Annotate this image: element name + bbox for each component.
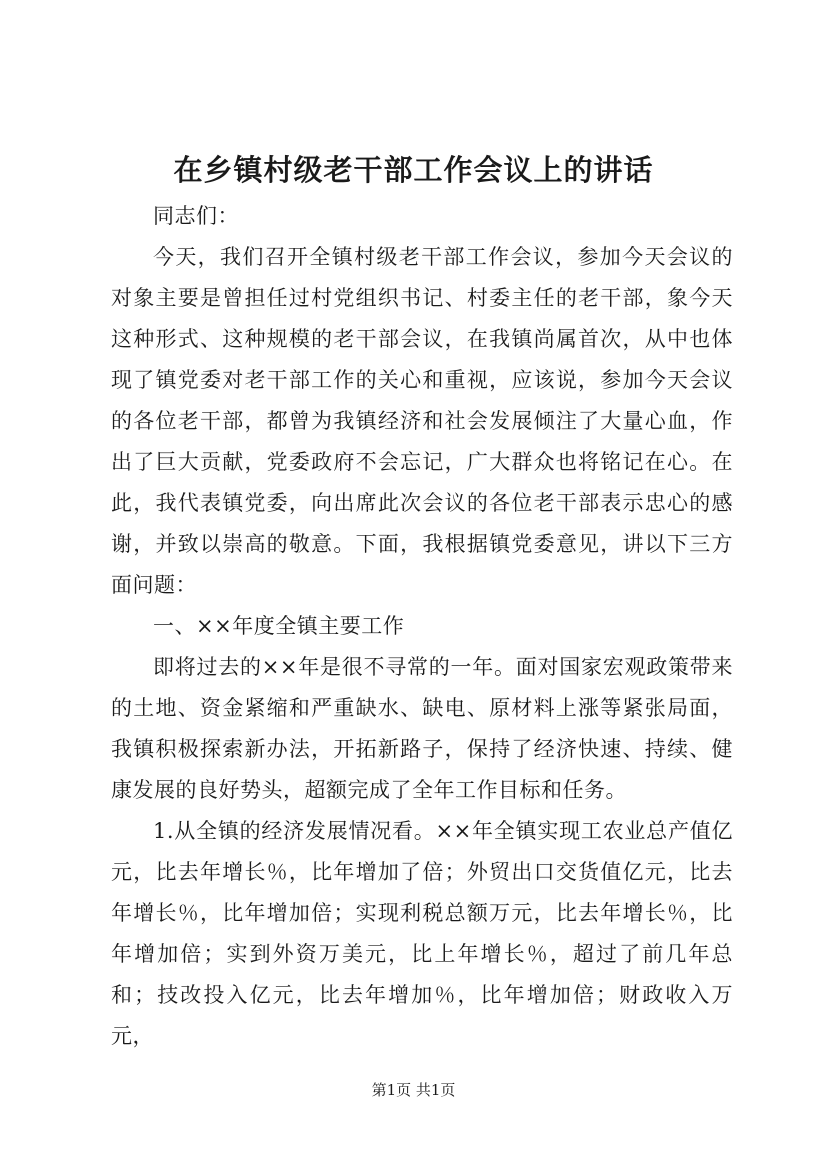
summary-paragraph: 即将过去的××年是很不寻常的一年。面对国家宏观政策带来的土地、资金紧缩和严重缺水、缺电、原材料上涨等紧张局面，我镇积极探索新办法，开拓新路子，保持了经济快速、持续、健康发展的良好势头，超额完成了全年工作目标和任务。 [111, 655, 733, 802]
intro-paragraph: 今天，我们召开全镇村级老干部工作会议，参加今天会议的对象主要是曾担任过村党组织书记、村委主任的老干部，象今天这种形式、这种规模的老干部会议，在我镇尚属首次，从中也体现了镇党委对老干部工作的关心和重视，应该说，参加今天会议的各位老干部，都曾为我镇经济和社会发展倾注了大量心血，作出了巨大贡献，党委政府不会忘记，广大群众也将铭记在心。在此，我代表镇党委，向出席此次会议的各位老干部表示忠心的感谢，并致以崇高的敬意。下面，我根据镇党委意见，讲以下三方面问题： [111, 245, 733, 597]
section-heading: 一、××年度全镇主要工作 [153, 614, 405, 638]
document-title: 在乡镇村级老干部工作会议上的讲话 [173, 153, 654, 187]
economy-paragraph: 1.从全镇的经济发展情况看。××年全镇实现工农业总产值亿元，比去年增长％，比年增加了倍；外贸出口交货值亿元，比去年增长％，比年增加倍；实现利税总额万元，比去年增长％，比年增加倍；实到外资万美元，比上年增长％，超过了前几年总和；技改投入亿元，比去年增加％，比年增加倍；财政收入万元， [111, 819, 733, 1048]
page-number-footer: 第1页 共1页 [371, 1081, 456, 1099]
document-body [111, 196, 733, 1057]
greeting-paragraph: 同志们： [153, 204, 239, 228]
